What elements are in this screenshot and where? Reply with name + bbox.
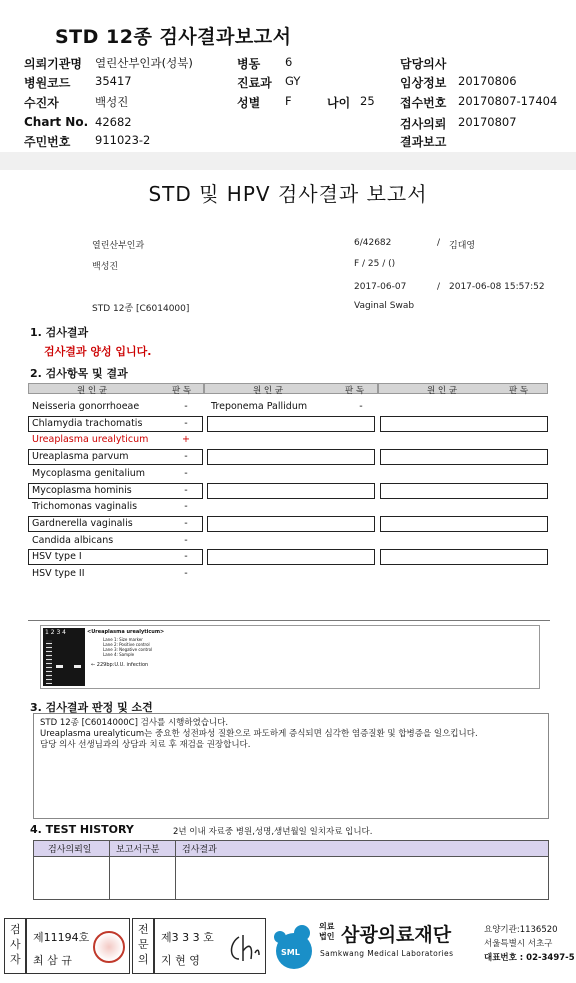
gel-band-label: ← 229bp:U.U. infection: [91, 662, 149, 668]
specialist-tag-cell: [132, 918, 154, 974]
value-dept: GY: [285, 74, 301, 88]
test-name: STD 12종 [C6014000]: [92, 304, 190, 314]
empty-result-box: [207, 416, 375, 432]
gel-band-sample: [74, 665, 81, 668]
empty-result-box: [207, 549, 375, 565]
empty-result-box: [380, 516, 548, 532]
table-header-col1: [28, 383, 204, 394]
history-col-type: 보고서구분: [116, 845, 160, 855]
opinion-line: STD 12종 [C6014000C] 검사를 시행하였습니다.: [40, 718, 229, 728]
sub-report-title: STD 및 HPV 검사결과 보고서: [148, 182, 428, 206]
value-ward: 6: [285, 55, 293, 69]
pathogen-name: Gardnerella vaginalis: [32, 517, 133, 529]
pathogen-result: -: [184, 501, 188, 513]
pathogen-result: -: [184, 401, 188, 412]
header-pathogen-1: 원 인 균: [77, 386, 108, 396]
report-datetime: 2017-06-08 15:57:52: [449, 282, 545, 292]
section1-heading: 1. 검사결과: [30, 326, 89, 339]
empty-result-box: [207, 449, 375, 465]
rule-line: [28, 620, 550, 621]
empty-result-box: [207, 483, 375, 499]
gel-band-positive: [56, 665, 63, 668]
gel-lanes: 1 2 3 4: [45, 629, 66, 636]
label-requester: 의뢰기관명: [24, 57, 82, 71]
examiner-seal: [93, 931, 125, 963]
pathogen-name: Mycoplasma hominis: [32, 484, 132, 496]
opinion-box: [33, 713, 549, 819]
pathogen-result: -: [184, 467, 188, 479]
sml-logo-text: SML: [281, 948, 300, 957]
examiner-tag-cell: [4, 918, 26, 974]
examiner-tag: 검사자: [10, 923, 21, 966]
header-judge-2: 판 독: [345, 386, 365, 396]
pathogen-result: -: [184, 484, 188, 496]
value-request-date: 20170807: [458, 115, 517, 129]
slash-sep-2: /: [437, 282, 441, 292]
report-title: STD 12종 검사결과보고서: [55, 26, 292, 48]
specialist-tag: 전문의: [138, 923, 149, 966]
empty-result-box: [380, 483, 548, 499]
slash-sep: /: [437, 238, 441, 248]
specialist-name: 지 현 영: [161, 954, 200, 967]
pathogen-result: -: [184, 551, 188, 563]
value-age: 25: [360, 94, 375, 108]
empty-result-box: [380, 416, 548, 432]
sex-age: F / 25 / (): [354, 259, 396, 269]
label-clinical-info: 임상정보: [400, 76, 447, 90]
table-header-col3: [378, 383, 548, 394]
gel-band-text: 229bp:U.U. infection: [96, 662, 149, 668]
pathogen-result: -: [184, 568, 188, 579]
pathogen-name: HSV type I: [32, 551, 82, 563]
pathogen-name: Mycoplasma genitalium: [32, 467, 146, 479]
label-doctor: 담당의사: [400, 57, 447, 71]
specimen: Vaginal Swab: [354, 301, 415, 311]
label-age: 나이: [327, 96, 351, 110]
pathogen-result: -: [184, 417, 188, 429]
pathogen-name: Candida albicans: [32, 534, 114, 546]
gel-legend-line: Lane 4: Sample: [103, 652, 135, 657]
section3-heading: 3. 검사결과 판정 및 소견: [30, 701, 153, 714]
section2-heading: 2. 검사항목 및 결과: [30, 367, 128, 380]
examiner-cell: [26, 918, 130, 974]
pathogen-name: Trichomonas vaginalis: [32, 501, 138, 513]
gel-title: <Ureaplasma urealyticum>: [87, 629, 165, 635]
value-resident-no: 911023-2: [95, 133, 151, 147]
gel-image: [43, 628, 85, 686]
pathogen-name: Chlamydia trachomatis: [32, 417, 143, 429]
history-col-date: 검사의뢰일: [48, 845, 92, 855]
pathogen-result: -: [184, 534, 188, 546]
specialist-cell: [154, 918, 266, 974]
pathogen-name: Ureaplasma parvum: [32, 451, 129, 463]
collect-date: 2017-06-07: [354, 282, 407, 292]
treponema-name: Treponema Pallidum: [211, 401, 308, 412]
label-resident-no: 주민번호: [24, 135, 71, 149]
label-patient: 수진자: [24, 96, 59, 110]
treponema-result: -: [359, 401, 363, 412]
signature-icon: [225, 929, 263, 967]
history-divider: [109, 841, 110, 899]
history-divider: [175, 841, 176, 899]
pathogen-name: Neisseria gonorrhoeae: [32, 401, 140, 412]
opinion-line: 담당 의사 선생님과의 상담과 치료 후 재검을 권장합니다.: [40, 740, 251, 750]
value-clinical-info: 20170806: [458, 74, 517, 88]
history-table: [33, 840, 549, 900]
gel-legend: [103, 637, 152, 657]
header-pathogen-2: 원 인 균: [253, 386, 284, 396]
label-ward: 병동: [237, 57, 261, 71]
result-positive-text: 검사결과 양성 입니다.: [44, 345, 152, 358]
value-hospital-code: 35417: [95, 74, 132, 88]
empty-result-box: [207, 516, 375, 532]
specialist-license: 제3 3 3 호: [161, 931, 214, 944]
patient-number: 6/42682: [354, 238, 392, 248]
pathogen-result: -: [184, 517, 188, 529]
org-phone: 대표번호 : 02-3497-5: [484, 953, 575, 963]
patient-name: 백성진: [92, 262, 119, 272]
examiner-name: 최 삼 규: [33, 954, 72, 967]
label-sex: 성별: [237, 96, 261, 110]
gel-legend-line: Lane 2: Positive control: [103, 642, 150, 647]
header-pathogen-3: 원 인 균: [427, 386, 458, 396]
examiner-license: 제11194호: [33, 931, 90, 944]
label-hospital-code: 병원코드: [24, 76, 71, 90]
results-table: [28, 383, 548, 583]
doctor-name: 김대영: [449, 241, 476, 251]
value-receipt-no: 20170807-17404: [458, 94, 558, 108]
header-judge-1: 판 독: [172, 386, 192, 396]
footer: [0, 915, 576, 983]
value-chart-no: 42682: [95, 115, 132, 129]
history-col-result: 검사결과: [182, 845, 217, 855]
label-request-date: 검사의뢰: [400, 117, 447, 131]
gel-image-panel: [40, 625, 540, 689]
label-dept: 진료과: [237, 76, 272, 90]
section4-heading: 4. TEST HISTORY: [30, 823, 134, 836]
empty-result-box: [380, 549, 548, 565]
pathogen-result: +: [182, 434, 190, 446]
org-name: 삼광의료재단: [341, 924, 452, 946]
hospital-name: 열린산부인과: [92, 241, 145, 251]
gel-legend-line: Lane 3: Negative control: [103, 647, 153, 652]
table-header-col2: [204, 383, 378, 394]
gel-legend-line: Lane 1: Size marker: [103, 637, 143, 642]
empty-result-box: [380, 449, 548, 465]
history-header: [34, 841, 548, 857]
org-code: 요양기관:1136520: [484, 925, 558, 935]
sml-logo-icon: [272, 921, 316, 973]
opinion-line: Ureaplasma urealyticum는 중요한 성전파성 질환으로 파도하게 증식되면 심각한 염증질환 및 합병증을 일으킵니다.: [40, 729, 478, 739]
org-prefix: 의료법인: [319, 922, 335, 941]
divider-band: [0, 152, 576, 170]
label-receipt-no: 접수번호: [400, 96, 447, 110]
pathogen-name: HSV type II: [32, 568, 85, 579]
label-result-report: 결과보고: [400, 135, 447, 149]
value-requester: 열린산부인과(성북): [95, 56, 193, 70]
label-chart-no: Chart No.: [24, 115, 89, 129]
pathogen-result: -: [184, 451, 188, 463]
org-address: 서울특별시 서초구: [484, 939, 553, 949]
value-patient: 백성진: [95, 95, 129, 109]
history-note: 2년 이내 자료중 병원,성명,생년월일 일치자료 입니다.: [173, 827, 373, 837]
pathogen-name: Ureaplasma urealyticum: [32, 434, 149, 446]
org-english: Samkwang Medical Laboratories: [320, 949, 454, 958]
value-sex: F: [285, 94, 292, 108]
header-judge-3: 판 독: [509, 386, 529, 396]
gel-marker-lane: [46, 640, 52, 684]
